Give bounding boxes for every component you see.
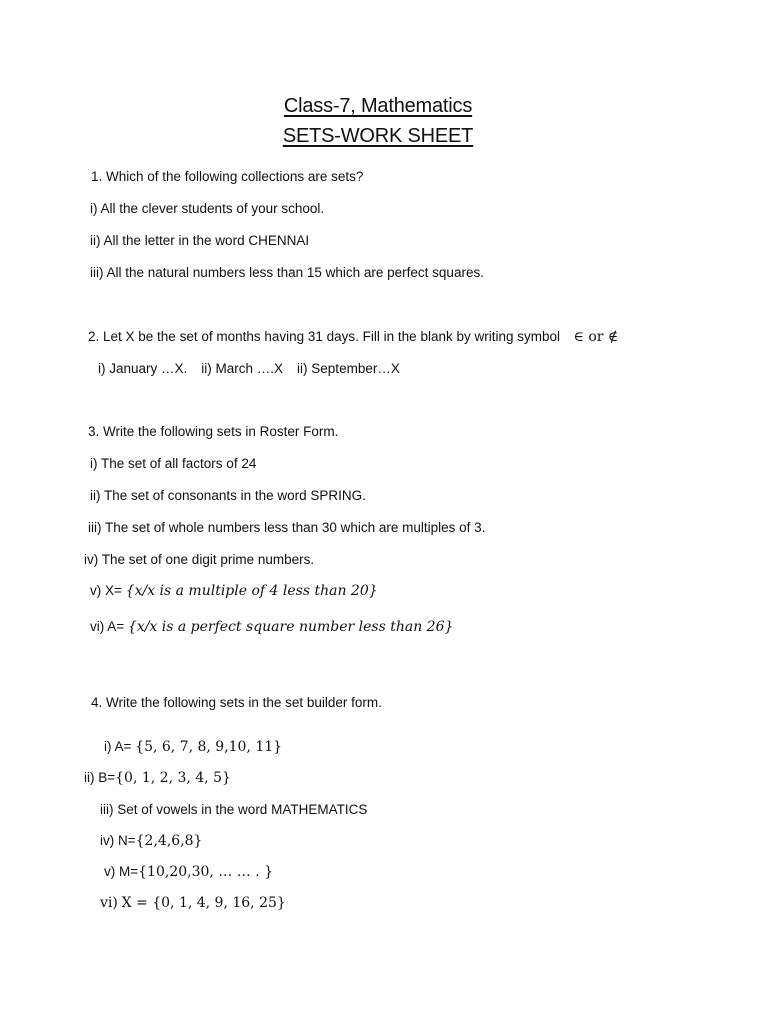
q4-item-3: iii) Set of vowels in the word MATHEMATICS [100,802,368,817]
q4-item-6-set: X = {0, 1, 4, 9, 16, 25} [121,895,286,911]
q3-question: 3. Write the following sets in Roster Form. [88,424,339,439]
q3-item-4: iv) The set of one digit prime numbers. [84,552,315,567]
q4-item-6-label: vi) [100,895,118,911]
q4-item-6 [100,894,286,912]
q2-blank-1: i) January …X. [98,361,188,376]
q3-item-2: ii) The set of consonants in the word SPRING. [90,488,366,503]
q4-item-1 [104,738,282,756]
q4-question: 4. Write the following sets in the set builder form. [91,695,382,710]
q2-blanks [98,360,400,378]
q2-symbols: ∈ or ∉ [573,329,619,345]
q1-question: 1. Which of the following collections are sets? [91,169,364,184]
q3-item-5-label: v) X= [90,583,122,598]
q2-question-line [88,328,618,346]
q4-item-5-set: {10,20,30, … … . } [138,864,273,880]
q4-item-4-set: {2,4,6,8} [135,833,203,849]
page-subtitle: SETS-WORK SHEET [282,125,474,147]
q3-item-1: i) The set of all factors of 24 [90,456,257,471]
q1-item-2: ii) All the letter in the word CHENNAI [90,233,310,248]
q2-blank-2: ii) March ….X [201,361,284,376]
q3-item-6 [90,618,453,636]
q4-item-2-set: {0, 1, 2, 3, 4, 5} [115,770,231,786]
q3-item-3: iii) The set of whole numbers less than 30 which are multiples of 3. [88,520,486,535]
q2-blank-3: ii) September…X [297,361,400,376]
q4-item-1-set: {5, 6, 7, 8, 9,10, 11} [135,739,283,755]
page-title: Class-7, Mathematics [283,95,473,117]
q4-item-5-label: v) M= [104,864,139,879]
q3-item-6-label: vi) A= [90,619,125,634]
q3-item-5-set: {x/x is a multiple of 4 less than 20} [125,583,378,599]
q4-item-4-label: iv) N= [100,833,136,848]
q2-question: 2. Let X be the set of months having 31 days. Fill in the blank by writing symbol [88,329,560,344]
q4-item-5 [104,863,273,881]
q1-item-3: iii) All the natural numbers less than 15 which are perfect squares. [90,265,484,280]
q3-item-6-set: {x/x is a perfect square number less than 26} [127,619,454,635]
q4-item-2-label: ii) B= [84,770,116,785]
q4-item-2 [84,769,231,787]
q3-item-5 [90,582,378,600]
q4-item-4 [100,832,202,850]
q4-item-1-label: i) A= [104,739,132,754]
q1-item-1: i) All the clever students of your school. [90,201,325,216]
